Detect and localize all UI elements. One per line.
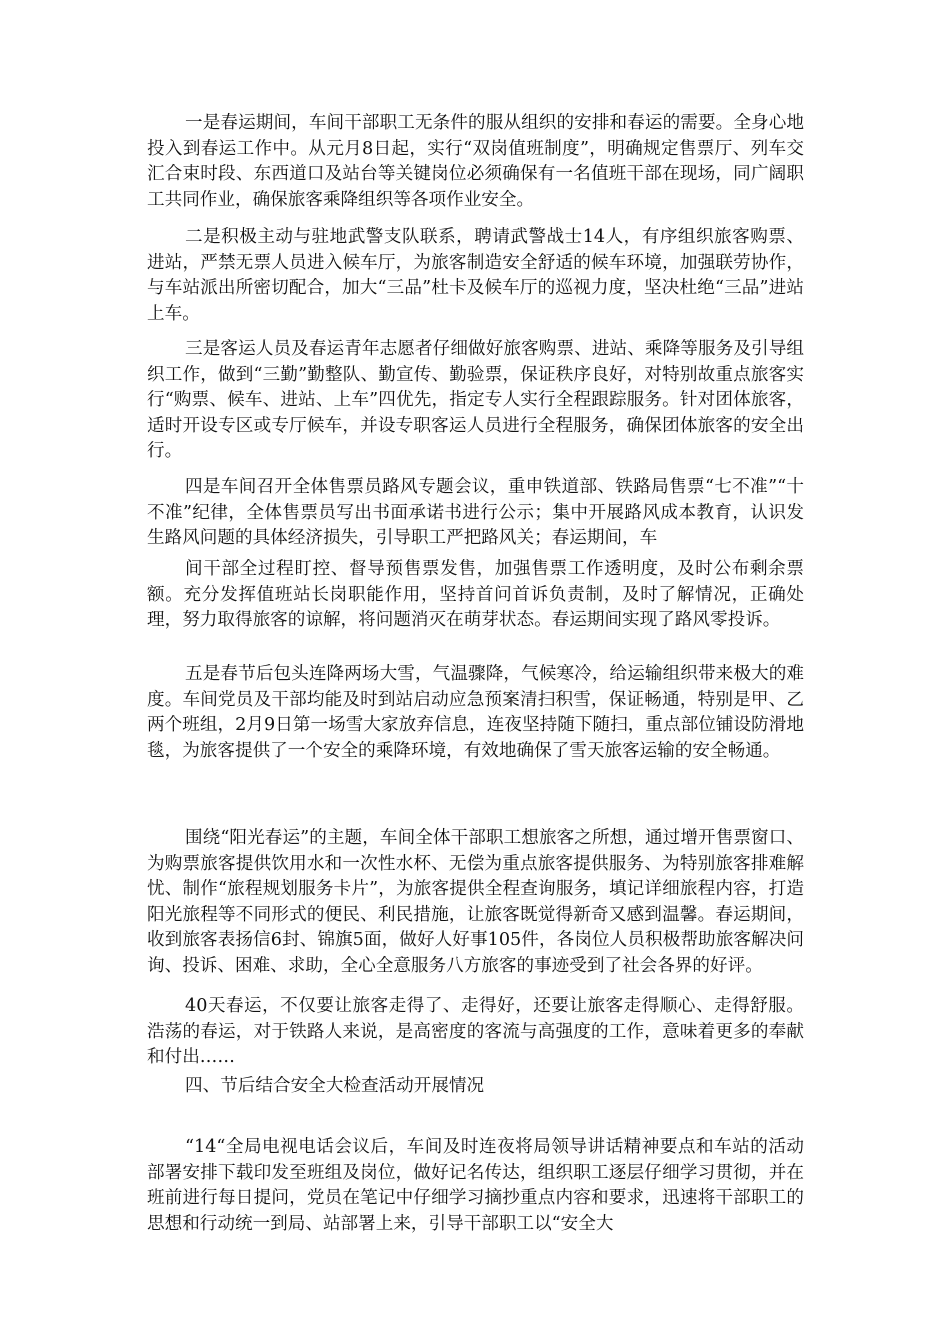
paragraph-4: 四是车间召开全体售票员路风专题会议，重申铁道部、铁路局售票“七不准”“十不准”纪律，全体售票员写出书面承诺书进行公示；集中开展路风成本教育，认识发生路风问题的具体经济损失，引导职工严把路风关；春运期间，车 — [147, 477, 804, 548]
paragraph-2: 二是积极主动与驻地武警支队联系，聘请武警战士14人，有序组织旅客购票、进站，严禁无票人员进入候车厅，为旅客制造安全舒适的候车环境，加强联劳协作，与车站派出所密切配合，加大“三品”杜卡及候车厅的巡视力度，坚决杜绝“三品”进站上车。 — [147, 227, 804, 324]
paragraph-8: 40天春运，不仅要让旅客走得了、走得好，还要让旅客走得顺心、走得舒服。浩荡的春运，对于铁路人来说，是高密度的客流与高强度的工作，意味着更多的奉献和付出…… — [147, 996, 804, 1067]
paragraph-9: “14“全局电视电话会议后，车间及时连夜将局领导讲话精神要点和车站的活动部署安排下载印发至班组及岗位，做好记名传达，组织职工逐层仔细学习贯彻，并在班前进行每日提问，党员在笔记中仔细学习摘抄重点内容和要求，迅速将干部职工的思想和行动统一到局、站部署上来，引导干部职工以“安全大 — [147, 1137, 804, 1234]
paragraph-5: 间干部全过程盯控、督导预售票发售，加强售票工作透明度，及时公布剩余票额。充分发挥值班站长岗职能作用，坚持首问首诉负责制，及时了解情况，正确处理，努力取得旅客的谅解，将问题消灭在萌芽状态。春运期间实现了路风零投诉。 — [147, 559, 804, 630]
paragraph-6: 五是春节后包头连降两场大雪，气温骤降，气候寒冷，给运输组织带来极大的难度。车间党员及干部均能及时到站启动应急预案清扫积雪，保证畅通，特别是甲、乙两个班组，2月9日第一场雪大家放弃信息，连夜坚持随下随扫，重点部位铺设防滑地毯，为旅客提供了一个安全的乘降环境，有效地确保了雪天旅客运输的安全畅通。 — [147, 664, 804, 761]
paragraph-1: 一是春运期间，车间干部职工无条件的服从组织的安排和春运的需要。全身心地投入到春运工作中。从元月8日起，实行“双岗值班制度”，明确规定售票厅、列车交汇合束时段、东西道口及站台等关键岗位必须确保有一名值班干部在现场，同广阔职工共同作业，确保旅客乘降组织等各项作业安全。 — [147, 113, 804, 210]
paragraph-3: 三是客运人员及春运青年志愿者仔细做好旅客购票、进站、乘降等服务及引导组织工作，做到“三勤”勤整队、勤宣传、勤验票，保证秩序良好，对特别故重点旅客实行“购票、候车、进站、上车”四优先，指定专人实行全程跟踪服务。针对团体旅客，适时开设专区或专厅候车，并设专职客运人员进行全程服务，确保团体旅客的安全出行。 — [147, 339, 804, 461]
section-heading: 四、节后结合安全大检查活动开展情况 — [185, 1076, 485, 1096]
paragraph-7: 围绕“阳光春运”的主题，车间全体干部职工想旅客之所想，通过增开售票窗口、为购票旅客提供饮用水和一次性水杯、无偿为重点旅客提供服务、为特别旅客排难解忧、制作“旅程规划服务卡片”，为旅客提供全程查询服务，填记详细旅程内容，打造阳光旅程等不同形式的便民、利民措施，让旅客既觉得新奇又感到温馨。春运期间，收到旅客表扬信6封、锦旗5面，做好人好事105件，各岗位人员积极帮助旅客解决问询、投诉、困难、求助，全心全意服务八方旅客的事迹受到了社会各界的好评。 — [147, 828, 804, 976]
